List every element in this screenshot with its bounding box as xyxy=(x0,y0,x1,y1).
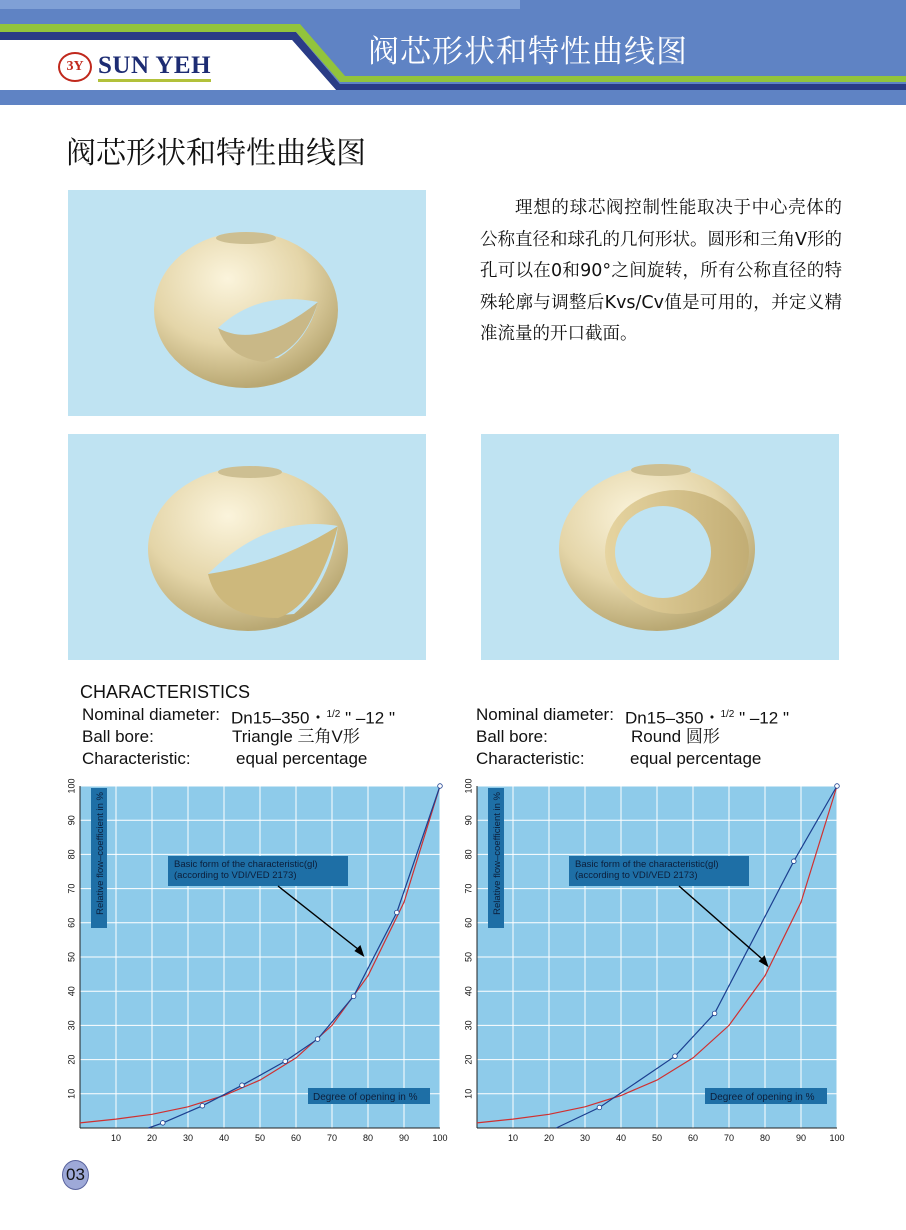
data-point xyxy=(283,1059,288,1064)
x-tick-label: 40 xyxy=(218,1133,230,1143)
right-characteristic-value: equal percentage xyxy=(630,749,762,768)
data-point xyxy=(240,1083,245,1088)
x-tick-label: 80 xyxy=(362,1133,374,1143)
y-tick-label: 100 xyxy=(66,778,77,794)
y-tick-label: 40 xyxy=(66,986,77,997)
left-nominal-label: Nominal diameter: xyxy=(82,705,220,724)
y-tick-label: 40 xyxy=(463,986,474,997)
y-tick-label: 80 xyxy=(66,849,77,860)
x-tick-label: 90 xyxy=(398,1133,410,1143)
left-nominal-value-a: Dn15–350・ xyxy=(231,708,327,728)
right-characteristic-label: Characteristic: xyxy=(476,749,585,768)
data-point xyxy=(200,1103,205,1108)
left-bore-value: Triangle 三角V形 xyxy=(232,727,360,746)
page-title: 阀芯形状和特性曲线图 xyxy=(66,136,366,171)
y-axis-label: Relative flow–coefficient in % xyxy=(95,792,106,915)
right-nominal-value-b: " –12 " xyxy=(734,708,789,728)
x-tick-label: 70 xyxy=(326,1133,338,1143)
y-tick-label: 100 xyxy=(463,778,474,794)
x-tick-label: 30 xyxy=(579,1133,591,1143)
y-tick-label: 30 xyxy=(66,1020,77,1031)
chart-triangle-svg xyxy=(60,776,455,1152)
left-characteristic-value: equal percentage xyxy=(236,749,368,768)
y-axis-label: Relative flow–coefficient in % xyxy=(492,792,503,915)
chart-triangle-bore xyxy=(60,776,455,1152)
right-bore-value: Round 圆形 xyxy=(631,727,720,746)
y-tick-label: 50 xyxy=(66,951,77,963)
data-point xyxy=(712,1011,717,1016)
x-tick-label: 60 xyxy=(687,1133,699,1143)
x-axis-label: Degree of opening in % xyxy=(710,1092,815,1103)
x-tick-label: 60 xyxy=(290,1133,302,1143)
header-title: 阀芯形状和特性曲线图 xyxy=(368,34,688,70)
chart-round-bore xyxy=(457,776,852,1152)
x-tick-label: 50 xyxy=(651,1133,663,1143)
x-tick-label: 10 xyxy=(110,1133,122,1143)
y-tick-label: 70 xyxy=(66,883,77,894)
x-tick-label: 100 xyxy=(432,1133,448,1143)
annotation-line-1: Basic form of the characteristic(gl) xyxy=(575,859,719,870)
x-axis-label: Degree of opening in % xyxy=(313,1092,418,1103)
chart-round-svg xyxy=(457,776,852,1152)
y-tick-label: 60 xyxy=(463,917,474,928)
left-spec-block xyxy=(82,704,442,770)
x-tick-label: 40 xyxy=(615,1133,627,1143)
valve-ball-photo-vport-angled xyxy=(68,434,426,660)
right-nominal-sup: 1/2 xyxy=(720,709,735,720)
x-tick-label: 90 xyxy=(795,1133,807,1143)
intro-paragraph: 理想的球芯阀控制性能取决于中心壳体的公称直径和球孔的几何形状。圆形和三角V形的孔可以在0和90°之间旋转，所有公称直径的特殊轮廓与调整后Kvs/Cv值是可用的，并定义精准流量的开口截面。 xyxy=(480,198,842,344)
y-tick-label: 20 xyxy=(463,1054,474,1065)
left-nominal-value-b: " –12 " xyxy=(340,708,395,728)
data-point xyxy=(395,910,400,915)
left-characteristic-label: Characteristic: xyxy=(82,749,191,768)
left-bore-label: Ball bore: xyxy=(82,727,154,746)
brand-name: SUN YEH xyxy=(98,52,211,82)
characteristics-heading: CHARACTERISTICS xyxy=(80,682,251,702)
right-spec-block xyxy=(476,704,856,770)
y-tick-label: 30 xyxy=(463,1020,474,1031)
right-nominal-label: Nominal diameter: xyxy=(476,705,614,724)
y-tick-label: 80 xyxy=(463,849,474,860)
x-tick-label: 80 xyxy=(759,1133,771,1143)
x-tick-label: 10 xyxy=(507,1133,519,1143)
data-point xyxy=(161,1121,166,1126)
data-point xyxy=(315,1037,320,1042)
data-point xyxy=(792,859,797,864)
data-point xyxy=(835,784,840,789)
data-point xyxy=(438,784,443,789)
valve-ball-photo-vport-front xyxy=(68,190,426,416)
y-tick-label: 90 xyxy=(66,815,77,826)
x-tick-label: 100 xyxy=(829,1133,845,1143)
y-tick-label: 60 xyxy=(66,917,77,928)
annotation-line-2: (according to VDI/VED 2173) xyxy=(174,870,297,881)
y-tick-label: 10 xyxy=(66,1088,77,1099)
data-point xyxy=(597,1105,602,1110)
brand-logo xyxy=(58,50,211,84)
annotation-line-2: (according to VDI/VED 2173) xyxy=(575,870,698,881)
page-number: 03 xyxy=(62,1160,89,1190)
y-tick-label: 90 xyxy=(463,815,474,826)
data-point xyxy=(673,1054,678,1059)
y-tick-label: 10 xyxy=(463,1088,474,1099)
y-tick-label: 20 xyxy=(66,1054,77,1065)
valve-ball-photo-round-bore xyxy=(481,434,839,660)
x-tick-label: 20 xyxy=(543,1133,555,1143)
page-header xyxy=(0,0,906,105)
x-tick-label: 50 xyxy=(254,1133,266,1143)
left-nominal-sup: 1/2 xyxy=(326,709,341,720)
x-tick-label: 20 xyxy=(146,1133,158,1143)
x-tick-label: 30 xyxy=(182,1133,194,1143)
right-nominal-value-a: Dn15–350・ xyxy=(625,708,721,728)
data-point xyxy=(351,994,356,999)
y-tick-label: 50 xyxy=(463,951,474,963)
annotation-line-1: Basic form of the characteristic(gl) xyxy=(174,859,318,870)
x-tick-label: 70 xyxy=(723,1133,735,1143)
brand-badge: 3Y xyxy=(58,52,92,82)
y-tick-label: 70 xyxy=(463,883,474,894)
right-bore-label: Ball bore: xyxy=(476,727,548,746)
